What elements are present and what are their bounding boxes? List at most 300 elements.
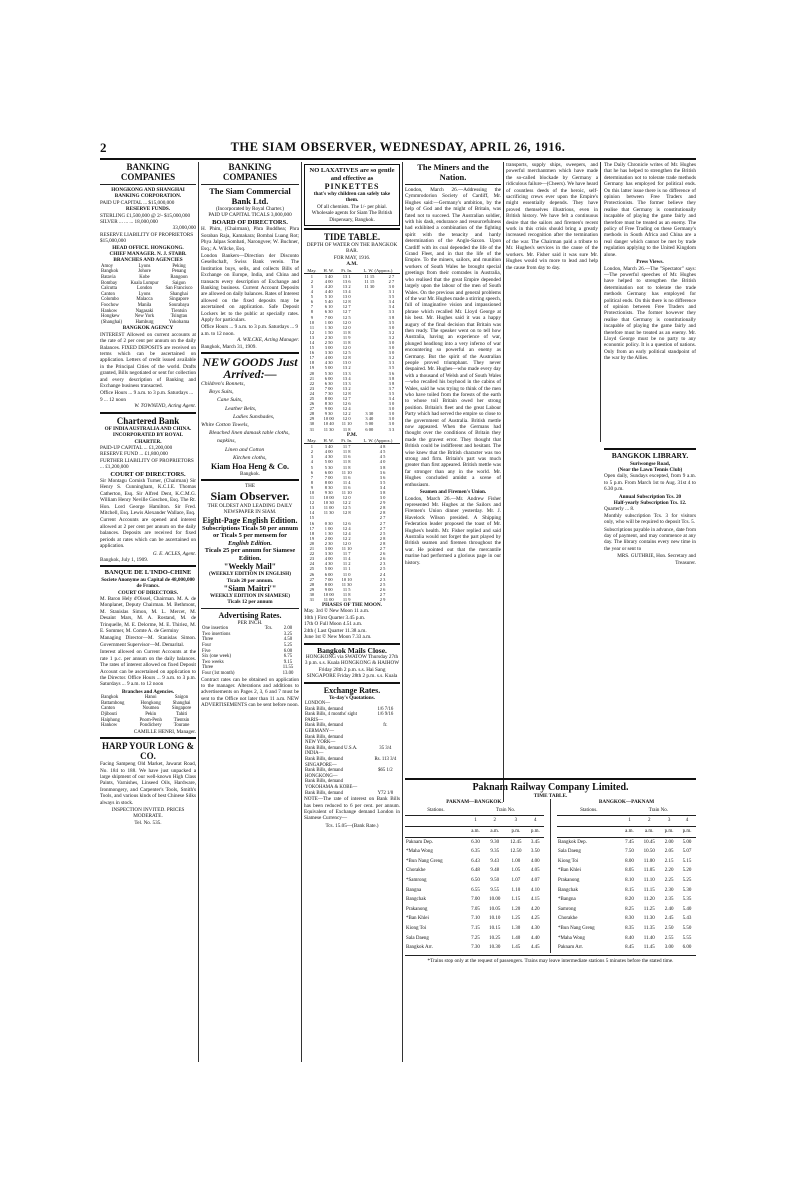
branch-row: Hankow Nagasaki Tientsin bbox=[101, 308, 187, 314]
adv-per: PER INCH. bbox=[237, 619, 263, 626]
rail-train-no-left: Train No. bbox=[467, 806, 544, 816]
siam-bank-name: The Siam Commercial Bank Ltd. bbox=[209, 186, 291, 206]
rail-note: *Trains stop only at the request of passengers. Trains may leave intermediate stations 5 minutes before the stated time. bbox=[427, 957, 674, 964]
col5-left-text bbox=[506, 162, 598, 438]
hsbc-agency: BANGKOK AGENCY bbox=[122, 325, 174, 332]
branch-row: Haiphong Pnom-Penh Tientsin bbox=[101, 717, 190, 723]
tide-row: 22 6 30 13 3 3 8 bbox=[309, 380, 395, 386]
tide-row: 10 9 30 11 10 3 8 bbox=[309, 490, 386, 495]
tide-row: 21 3 00 11 10 2 7 bbox=[309, 546, 386, 552]
branch-row: Hongkew New York Tsingtau bbox=[101, 314, 188, 320]
top-text-left: transports, supply ships, sweepers, and powerful merchantmen which have made the so-called blockade by Germany a ridiculous failure—(Cheers). We have heard of countless deeds of the heroic, self-sacrificing crews ever upon the Empire's might essentially depends. They have proved themselves illustrious, even in British history. We have felt a continuous desire that the sailors and firemen's recent work in this crisis should bring a greatly increased recognition after the termination of the war. The Chairman paid a tribute to Mr. Hughes's services in the cause of the workers. Mr. Fisher said it was sure Mr. Hughes would win more to lead and help the cause from day to day. bbox=[506, 162, 598, 271]
rail-row: Bangkok Arr. 7.30 10.30 1.45 4.45 bbox=[406, 945, 540, 951]
hsbc-reserve: RESERVE FUNDS. bbox=[125, 206, 171, 213]
newspaper-page bbox=[100, 138, 696, 1070]
indochine-text: Interest allowed on Current Accounts at the rate 1 p.c. per annum on the daily balances. The rates of interest allowed on fixed Deposit Account can be ascertained on application to the Director. Office Hours ... 9 a.m. to 3 p.m. Saturdays ... 9 a.m. to 12 noon bbox=[100, 649, 196, 688]
hsbc-sterling: STERLING £1,500,000 @ 2/- $15,000,000 bbox=[100, 212, 191, 219]
exchange-row: SINGAPORE— bbox=[305, 762, 337, 768]
exchange-row: NEW YORK— bbox=[305, 740, 336, 746]
rail-row: Sala Daeng 7.50 10.50 2.05 5.07 bbox=[558, 849, 692, 855]
maitri: "Siam Maitri'" bbox=[223, 584, 277, 593]
weekly-mail: "Weekly Mail" bbox=[223, 562, 277, 572]
seamen-body: London, March 26.—Mr. Andrew Fisher represented Mr. Hughes at the Sailors and Firemen's Union dinner yesterday. Mr. J. Havelock Wilson presided. A Shipping Federation leader proposed the toast of Mr. Hughes's health. Mr. Fisher replied and said Australia would not forget the part played by British seamen and firemen throughout the war. He pointed out that the mercantile marine had performed a glorious page in our history. bbox=[405, 495, 501, 566]
hsbc-total: 33,000,000 bbox=[172, 225, 196, 232]
column-2 bbox=[201, 162, 299, 1062]
train-ampm: a.m. bbox=[621, 827, 639, 838]
exchange-row: Bank Bills, demand $65 1/2 bbox=[305, 768, 393, 774]
tide-row: 31 11 30 11 8 6 00 3 3 bbox=[309, 426, 395, 432]
goods-seller: Kiam Hoa Heng & Co. bbox=[211, 462, 289, 472]
exch-sub: To-day's Quotations. bbox=[329, 694, 375, 701]
tide-row: 5 5 10 13 0 3 5 bbox=[310, 294, 395, 300]
hsbc-text: INTEREST Allowed on current accounts at the rate of 2 per cent per annum on the daily Balances. FIXED DEPOSITS are received on terms which can be ascertained on application. Letters of credit issued available in the Principal Cities of the world. Drafts granted, Bills negotiated or sent for collection and every description of Banking and Exchange business transacted. bbox=[100, 331, 196, 390]
rail-row: Bangna 6.55 9.55 1.10 4.10 bbox=[406, 887, 540, 893]
tide-row: 13 11 00 12 5 2 8 bbox=[309, 505, 386, 511]
rail-left bbox=[405, 799, 544, 952]
masthead bbox=[100, 138, 696, 160]
moon-phase-row: May. 3rd © New Moon 11 a.m. bbox=[304, 608, 370, 615]
exchange-row: GERMANY— bbox=[305, 729, 335, 734]
chartered-date: Bangkok, July 1, 1909. bbox=[100, 556, 149, 563]
indochine-branches: Branches and Agencies. bbox=[121, 688, 175, 695]
adv-rate-row: Two weeks 9.15 bbox=[202, 659, 293, 665]
newspaper-title: THE SIAM OBSERVER, WEDNESDAY, APRIL 26, 1916. bbox=[230, 140, 566, 154]
rail-row: *Bun Nang Greng 8.35 11.35 2.50 5.50 bbox=[558, 925, 692, 931]
harp-tel: Tel. No. 535. bbox=[134, 819, 162, 826]
tide-row: 4 5 00 11 8 4 0 bbox=[310, 459, 386, 465]
tide-row: 25 8 00 12 7 3 4 bbox=[309, 396, 395, 401]
tide-row: 27 7 00 10 10 2 3 bbox=[309, 576, 386, 582]
observer-eng: English Edition. bbox=[227, 539, 273, 547]
branch-row: Calcutta London San Francisco bbox=[101, 286, 193, 292]
hsbc-head-office: HEAD OFFICE. HONGKONG. bbox=[112, 244, 184, 251]
chartered-reserve: RESERVE FUND ... £1,800,000 bbox=[100, 451, 168, 458]
tide-row: 8 6 30 12 7 3 3 bbox=[310, 309, 395, 315]
rail-row: Paknam Dep. 6.30 9.30 12.45 3.45 bbox=[406, 839, 540, 845]
branch-row: Djibouti Pekin Tahiti bbox=[101, 711, 188, 717]
exch-table bbox=[304, 701, 400, 796]
tide-row: 14 2 50 11 8 3 0 bbox=[309, 339, 395, 345]
pink-name: PINKETTES bbox=[324, 182, 380, 191]
rail-row: *Maha Wong 6.35 9.35 12.50 3.50 bbox=[406, 849, 540, 855]
goods-item: napkins, bbox=[217, 438, 236, 445]
tide-row: 7 7 00 11 6 3 6 bbox=[310, 474, 386, 480]
tide-row: 26 8 30 12 6 3 0 bbox=[309, 401, 395, 407]
rail-row: Prakanong 7.05 10.05 1.20 4.20 bbox=[406, 906, 540, 912]
branch-row: Canton Noumea Singapore bbox=[101, 706, 192, 712]
tide-sub: DEPTH OF WATER ON THE BANGKOK BAR. bbox=[306, 242, 398, 255]
rail-train-no-right: Train No. bbox=[621, 806, 696, 816]
mails-text: HONGKONG via SWATOW Thursday 27th 3 p.m. s.s. Kuala HONGKONG & HAIHOW Friday 28th 2 p.m. s.s. Hai Sang SINGAPORE Friday 28th 2 p.m. s.s. Kuala bbox=[304, 654, 400, 680]
tide-row: 14 11 30 12 8 2 8 bbox=[309, 510, 386, 516]
rail-row: Kiong Toi 8.00 11.00 2.15 5.15 bbox=[558, 858, 692, 864]
chartered-directors: Sir Montagu Cornish Turner, (Chairman) Sir Henry S. Cunningham, K.C.I.E. Thomas Catherton, Esq. Sir Alfred Dent, K.C.M.G. William Henry Neville Goschen, Esq. The Rt. Hon. Lord George Hamilton. Sir Fred. Mitchell, Esq. Lewis Alexander Wallace, Esq. bbox=[100, 478, 196, 517]
weekly-mail-price: Ticals 20 per annum. bbox=[226, 577, 274, 584]
rail-row: Paknam Arr. 8.45 11.45 3.00 6.00 bbox=[558, 945, 692, 951]
indochine-court: COURT OF DIRECTORS. bbox=[117, 589, 179, 596]
train-ampm: p.m. bbox=[505, 827, 526, 838]
exchange-row: Bank Bills, demand bbox=[305, 734, 343, 740]
adv-table bbox=[201, 626, 299, 676]
rail-row: Chorakhe 6.48 9.48 1.05 4.05 bbox=[406, 868, 540, 874]
harp-text: Facing Sampeng Old Market, Jawarat Road, No. 184 to 188. We have just unpacked a large shipment of our well-known High Class Paints, Varnishes, Linseed Oils, Hardware, Ironmongery, and Carpenter's Tools, Smith's Tools, and various kinds of best Chinese Silks always in stock. bbox=[100, 761, 196, 806]
train-number: 3 bbox=[505, 816, 526, 827]
hsbc-sign: W. TOWNEND, Acting Agent. bbox=[134, 403, 196, 410]
goods-item: Cane Suits, bbox=[217, 397, 243, 404]
tide-col-header: Ft. In. bbox=[338, 268, 356, 274]
adv-rate-row: Three 4.50 bbox=[202, 637, 293, 643]
tide-row: 6 5 40 12 8 3 4 bbox=[310, 299, 395, 305]
indochine-sign: CAMILLE HENRI, Manager. bbox=[133, 728, 196, 735]
exchange-row: Bank Bills, demand bbox=[305, 779, 343, 785]
chartered-sub: OF INDIA AUSTRALIA AND CHINA. bbox=[104, 425, 192, 432]
exchange-row: Bank Bills, demand Rs. 113 3/4 bbox=[305, 756, 397, 762]
library-annual: Annual Subscription Tcs. 20 bbox=[618, 493, 682, 500]
observer-pages: Eight-Page English Edition. bbox=[202, 515, 298, 525]
library-monthly: Monthly subscription Tcs. 3 for visitors only, who will be required to deposit Tcs. 5. bbox=[604, 512, 696, 526]
tide-row: 16 3 30 12 5 3 0 bbox=[309, 350, 395, 356]
exchange-row: PARIS— bbox=[305, 717, 323, 723]
weekly-mail-sub: (WEEKLY EDITION IN ENGLISH) bbox=[209, 571, 291, 578]
observer-name: Siam Observer. bbox=[210, 488, 290, 503]
tide-row: 30 10 40 11 10 5 00 3 0 bbox=[309, 421, 395, 427]
adv-rate-row: Four 5.25 bbox=[202, 643, 293, 648]
exchange-row: Bank Bills, demand Y72 1/8 bbox=[305, 790, 394, 796]
goods-item: Leather Belts, bbox=[225, 405, 257, 412]
tide-row: 28 9 30 12 2 3 30 3 0 bbox=[309, 411, 395, 417]
tide-pm-table bbox=[304, 438, 400, 602]
rail-row: Kiong Toi 7.15 10.15 1.30 4.30 bbox=[406, 925, 540, 931]
rail-stations-right: Stations. bbox=[557, 806, 621, 816]
train-number: 1 bbox=[621, 816, 639, 827]
library-near: (Near the Lawn Tennis Club) bbox=[617, 466, 683, 473]
indochine-manager: Managing Director—M. Stanislas Simon. Government Supervisor—M. Demarital. bbox=[100, 635, 196, 648]
tide-col-header: May. bbox=[304, 438, 320, 444]
branch-row: Amoy Lyons Peking bbox=[101, 263, 186, 269]
tide-col-header: L. W. (Approx.) bbox=[356, 268, 400, 274]
indochine-directors: M. Baron Hely d'Oissel, Chairman. M. A. de Monplanet, Deputy Chairman. M. Bethmont, M. Stanislas Simon, M. L. Mercet, M. Desaint Mars, M. A. Rostand, M. de Trinquelle, M. E. Delorme, M. E. Thiriez, M. E. Sommer, M. Comte A. de Germiny bbox=[100, 596, 196, 635]
observer-sub: THE OLDEST AND LEADING DAILY NEWSPAPER IN SIAM. bbox=[207, 502, 293, 516]
goods-item: Boys Suits, bbox=[209, 389, 234, 396]
tide-row: 15 2 7 bbox=[309, 515, 386, 521]
tide-month: FOR MAY, 1916. bbox=[333, 254, 371, 261]
tide-row: 7 6 10 12 7 3 4 bbox=[310, 304, 395, 310]
tide-row: 19 2 00 12 2 2 8 bbox=[309, 535, 386, 541]
goods-item: Bleached linen damask table cloths, bbox=[209, 430, 290, 437]
col5-right-text bbox=[604, 162, 696, 438]
hsbc-branches-table bbox=[100, 264, 196, 326]
train-ampm: p.m. bbox=[678, 827, 696, 838]
train-number: 2 bbox=[638, 816, 660, 827]
branch-row: Bangkok Johore Penang bbox=[101, 269, 187, 275]
tide-row: 2 4 00 13 6 11 15 2 7 bbox=[310, 278, 395, 284]
indochine-name: BANQUE DE L'INDO-CHINE bbox=[104, 569, 192, 577]
tide-row: 24 7 30 12 8 3 5 bbox=[309, 390, 395, 396]
library-sign: MRS. GUTHRIE, Hon. Secretary and Treasurer. bbox=[617, 553, 696, 566]
column-1 bbox=[100, 162, 196, 1062]
rail-row: *Bangna 8.20 11.20 2.35 5.35 bbox=[558, 897, 692, 903]
tide-col-header: H. W. bbox=[320, 268, 338, 274]
library-road: Suriwongse Road, bbox=[629, 460, 671, 467]
hsbc-hours: Office Hours ... 9 a.m. to 3 p.m. Saturdays ... 9 ... 12 noon bbox=[100, 390, 194, 403]
siam-bank-hours: Office Hours ... 9 a.m. to 3 p.m. Saturdays ... 9 a.m. to 12 noon. bbox=[201, 324, 299, 337]
tide-row: 3 4 30 11 6 4 5 bbox=[310, 454, 386, 460]
tide-row: 13 2 30 11 9 3 2 bbox=[309, 334, 395, 340]
hsbc-reserve-liab: RESERVE LIABILITY OF PROPRIETORS $15,000,000 bbox=[100, 231, 194, 245]
chartered-court: COURT OF DIRECTORS. bbox=[110, 470, 186, 478]
harp-title: HARP YOUR LONG & CO. bbox=[102, 741, 194, 762]
maitri-sub: WEEKLY EDITION IN SIAMESE) bbox=[210, 593, 290, 599]
press-head: Press Views. bbox=[636, 259, 664, 266]
column-4 bbox=[405, 162, 501, 802]
train-number: 1 bbox=[467, 816, 484, 827]
adv-text: Contract rates can be obtained on application to the manager. Alterations and additions to advertisements on Pages 2, 3, 6 and 7 must be sent to the Office not later than 11 a.m. NEW ADVERTISEMENTS can be sent before noon. bbox=[201, 676, 299, 709]
train-number: 4 bbox=[527, 816, 544, 827]
moon-phase-row: 17th O Full Moon 4.51 a.m. bbox=[304, 621, 363, 628]
rail-row: *Maha Wong 8.40 11.40 2.55 5.55 bbox=[558, 935, 692, 941]
rail-stations-left: Stations. bbox=[405, 806, 467, 816]
railway-timetable bbox=[405, 776, 696, 1052]
column-rule bbox=[198, 162, 199, 1062]
tide-col-header: May. bbox=[304, 268, 320, 274]
exch-tcs: Tcs. 15.05—(Bank Rate.) bbox=[325, 822, 379, 829]
tide-row: 3 4 20 13 2 11 30 3 0 bbox=[310, 283, 395, 289]
branch-row: Foochow Manila Sourabaya bbox=[101, 303, 190, 309]
rail-left-table bbox=[405, 806, 544, 953]
tide-row: 5 5 30 11 8 3 8 bbox=[310, 464, 386, 470]
chartered-charter: INCORPORATED BY ROYAL CHARTER. bbox=[112, 432, 184, 445]
rail-row: Bangkok Dep. 7.45 10.45 2.00 5.00 bbox=[558, 839, 692, 845]
train-ampm: a.m. bbox=[638, 827, 660, 838]
rail-right bbox=[557, 799, 696, 952]
mails-head: Bangkok Mails Close. bbox=[317, 645, 387, 655]
siam-bank-cap: PAID UP CAPITAL TICALS 3,000,000 bbox=[208, 212, 292, 219]
train-ampm: a.m. bbox=[467, 827, 484, 838]
tide-row: 11 1 30 12 0 3 0 bbox=[309, 324, 395, 330]
goods-item: Ladies Sunshades, bbox=[233, 413, 275, 420]
indochine-branches-table bbox=[100, 695, 196, 729]
tide-row: 18 4 30 13 0 3 3 bbox=[309, 360, 395, 366]
train-number: 2 bbox=[484, 816, 505, 827]
chartered-name: Chartered Bank bbox=[116, 415, 180, 426]
rail-left-title: PAKNAM—BANGKOK. bbox=[446, 799, 503, 806]
tide-am-table bbox=[304, 268, 400, 432]
branch-row: Bombay Kuala Lumpur Saigon bbox=[101, 280, 186, 286]
moon-rows bbox=[304, 608, 400, 640]
indochine-sub: Societe Anonyme au Capital de 48,000,000 de Francs. bbox=[101, 576, 195, 590]
tide-head: TIDE TABLE. bbox=[323, 232, 381, 243]
tide-row: 17 1 00 12 4 2 7 bbox=[309, 525, 386, 531]
library-text: Open daily, Sundays excepted, from 9 a.m. to 5 p.m. From March 1st to Aug. 31st 4 to 6.30 p.m. bbox=[604, 473, 696, 493]
train-number: 3 bbox=[660, 816, 678, 827]
branch-row: Canton Lyons Shanghai bbox=[101, 291, 188, 297]
rail-sub: TIME TABLE. bbox=[533, 793, 568, 799]
banking-banner: BANKING COMPANIES bbox=[120, 162, 176, 182]
moon-head: PHASES OF THE MOON. bbox=[322, 602, 382, 609]
page-number: 2 bbox=[100, 140, 107, 155]
siam-bank-text: London Bankers—Direction der Disconto Gesellschaft, Swiss Bank verein. The Institution buys, sells, and collects Bills of Exchange on Europe, India, and China and transacts every description of Exchange and Banking business. Current Account Deposits are allowed on daily balances. Rates of Interest allowed on the fixed deposits may be ascertained on application. Safe Deposit Lockers let to the public at specially rates. Apply for particulars. bbox=[201, 252, 299, 323]
tide-row: 12 10 30 12 2 2 9 bbox=[309, 500, 386, 506]
rail-row: Bangchak 7.00 10.00 1.15 4.15 bbox=[406, 897, 540, 903]
rail-row: Chorakhe 8.30 11.30 2.45 5.43 bbox=[558, 916, 692, 922]
moon-phase-row: June 1st © New Moon 7.33 a.m. bbox=[304, 634, 372, 641]
tide-row: 6 6 00 11 10 3 6 bbox=[310, 469, 386, 475]
tide-am: A.M. bbox=[346, 261, 358, 268]
tide-row: 2 4 00 11 8 4 5 bbox=[310, 449, 386, 455]
observer-siam: Ticals 25 per annum for Siamese Edition. bbox=[204, 547, 296, 562]
goods-item: Linen and Cotton bbox=[225, 446, 265, 453]
column-rule bbox=[301, 162, 302, 1062]
rail-head: Paknam Railway Company Limited. bbox=[472, 782, 629, 793]
adv-head: Advertising Rates. bbox=[218, 610, 282, 620]
tide-row: 12 1 50 11 8 3 2 bbox=[309, 329, 395, 335]
rail-row: *Ban Khlei 8.05 11.05 2.20 5.20 bbox=[558, 868, 692, 874]
tide-row: 10 1 00 12 0 3 5 bbox=[309, 319, 395, 325]
train-ampm: p.m. bbox=[660, 827, 678, 838]
hsbc-capital: PAID UP CAPITAL ... $15,000,000 bbox=[100, 199, 175, 206]
exchange-row: Bank Bills, demand U.S.A. 35 3/4 bbox=[305, 745, 392, 751]
train-number: 4 bbox=[678, 816, 696, 827]
rail-right-table bbox=[557, 806, 696, 953]
tide-row: 23 4 00 11 4 2 6 bbox=[309, 556, 386, 562]
branch-row: Bangkok Hanoi Saigon bbox=[101, 695, 189, 701]
tide-row: 22 3 30 11 7 2 6 bbox=[309, 551, 386, 557]
rail-row: Prakanong 8.10 11.10 2.25 5.25 bbox=[558, 877, 692, 883]
hsbc-branches-head: BRANCHES AND AGENCIES bbox=[113, 257, 183, 264]
chartered-cap: PAID-UP CAPITAL ... £1,200,000 bbox=[100, 444, 173, 451]
hsbc-name: HONGKONG AND SHANGHAI BANKING CORPORATION. bbox=[111, 187, 185, 200]
siam-bank-board: BOARD OF DIRECTORS. bbox=[212, 218, 288, 226]
tide-row: 4 4 40 13 4 3 1 bbox=[310, 289, 395, 295]
chartered-text: Current Accounts are opened and interest allowed at 2 per cent per annum on the daily balances. Deposits are received for fixed periods at rates which can be ascertained on application. bbox=[100, 517, 196, 550]
tide-row: 9 7 00 12 5 3 8 bbox=[310, 314, 395, 320]
pink-head: NO LAXATIVES are so gentle and effective as bbox=[309, 167, 395, 182]
hsbc-silver: SILVER ... ... ... 18,000,000 bbox=[100, 219, 158, 226]
moon-phase-row: 24th ( Last Quarter 11.38 a.m. bbox=[304, 627, 367, 634]
siam-bank-sign: A. WILCKE, Acting Manager. bbox=[237, 337, 299, 344]
tide-row: 9 8 30 11 6 3 4 bbox=[310, 484, 386, 490]
tide-row: 15 3 00 12 0 3 0 bbox=[309, 345, 395, 351]
tide-row: 31 11 00 11 9 2 9 bbox=[309, 596, 386, 602]
rail-row: Bangchak 8.15 11.15 2.30 5.30 bbox=[558, 887, 692, 893]
miners-head: The Miners and the Nation. bbox=[417, 162, 489, 182]
tide-row: 27 9 00 12 4 3 0 bbox=[309, 406, 395, 412]
rail-row: *Bun Nang Greng 6.43 9.43 1.00 4.00 bbox=[406, 858, 540, 864]
exchange-row: LONDON— bbox=[305, 701, 331, 707]
observer-subs: Subscriptions Ticals 50 per annum or Ticals 5 per mensem for bbox=[201, 524, 299, 540]
press-text: London, March 26.—The "Spectator" says:—The powerful speeches of Mr. Hughes have helped to strengthen the British determination not to tolerate the trade methods Germany has employed for political ends. On this there is no difference of opinion between Free Traders and Protectionists. The former however they realise that Germany is constitutionally incapable of playing the game fairly and therefore must be treated as an enemy. Mr. Lloyd George must be no party to any economic policy. It is a question of nations. Only from an early political standpoint of the war by the Allies. bbox=[604, 265, 696, 362]
maitri-price: Ticals 12 per annum bbox=[227, 599, 273, 606]
chartered-sign: G. E. ACLES, Agent. bbox=[152, 550, 196, 557]
tide-row: 20 2 30 12 0 2 8 bbox=[309, 540, 386, 546]
tide-row: 17 4 00 12 8 3 2 bbox=[309, 355, 395, 361]
tide-row: 29 10 00 12 0 3 40 3 0 bbox=[309, 416, 395, 422]
banking-banner-2: BANKING COMPANIES bbox=[222, 162, 278, 182]
goods-item: White Cotton Towels, bbox=[201, 422, 249, 429]
tide-row: 1 3 40 11 7 4 8 bbox=[310, 444, 386, 450]
adv-rate-row: Two insertions 3.25 bbox=[202, 631, 293, 637]
seamen-head: Seamen and Firemen's Union. bbox=[419, 489, 487, 496]
tide-row: 11 10 00 12 0 3 0 bbox=[309, 495, 386, 501]
hsbc-manager: CHIEF MANAGER. N. J. STABB. bbox=[109, 251, 187, 258]
tide-row: 28 8 00 11 30 2 5 bbox=[309, 581, 386, 587]
tide-row: 24 4 30 11 2 2 3 bbox=[309, 561, 386, 567]
tide-row: 26 6 00 11 0 2 4 bbox=[309, 571, 386, 577]
library-ad bbox=[604, 446, 696, 776]
exchange-row: YOKOHAMA & KOBE— bbox=[305, 784, 358, 790]
exchange-row: Bank Bills, demand 1/6 7/16 bbox=[305, 706, 394, 712]
rail-row: *Samrong 6.50 9.50 1.07 4.07 bbox=[406, 877, 540, 883]
branch-row: Batavia Kobe Rangoon bbox=[101, 275, 188, 281]
harp-sign: INSPECTION INVITED. PRICES MODERATE. bbox=[111, 806, 185, 820]
observer-the: THE bbox=[244, 483, 256, 490]
miners-body: London, March 26.—Addressing the Cymmrodorion Society of Cardiff, Mr. Hughes said:—Germany's ambition, by the help of God and the might of Britain, was fated not to succeed. The Australian soldier, with his dash, endurance and resourcefulness had exhibited a combination of the fighting spirit with the tenacity and hardy determination of the Anglo-Saxon. Upon Cardiff with its coal depended the life of the Grand Fleet, and in that the life of the Empire. To the miners, sailors, and munition workers of South Wales he brought special greetings from their comrades in Australia, who realised that the great Empire depended largely upon the labour of the men of South Wales. On the previous and general problems of the war Mr. Hughes made a stirring speech, full of imaginative vision and impassioned phrase which recalled Mr. Lloyd George at his best. Mr. Hughes said it was a happy augury of the final decision that Britain was then ready. The speaker went on to tell how Australia, having an experience of war, plunged headlong into a very inferno of war encountering so powerful an enemy as Germany. But the spirit of the Australian people proved triumphant. They never despaired. Mr. Hughes—who made every day with a thousand of Welsh and of South Wales—who recalled his boyhood in the cabins of Wales, said he was trying to think of the men who have toiled from the forests of the earth to whose toil Britain owed her strong position. Britain's fleet and the great Labour Party which had served the empire so close to the government of Australia. British mettle now appeared. When the Germans had thought over the conditions of Britain they made the gravest error. They thought that British could be indifferent and hesitant. The wise knew that the British character was too strong and firm. Britain's part was much greater than first appeared. British mettle was far stronger than any in the world. Mr. Hughes concluded amidst a scene of enthusiasm. bbox=[405, 187, 501, 488]
library-head: BANGKOK LIBRARY. bbox=[611, 451, 689, 460]
chartered-liab: FURTHER LIABILITY OF PROPRIETORS ... £1,200,000 bbox=[100, 457, 194, 471]
rail-right-title: BANGKOK—PAKNAM bbox=[598, 799, 655, 806]
siam-bank-directors: H. Phim, (Chairman), Phra Buddhea; Phra Soraban Raja, Kamakara; Bombai Luang Rot; Phya Jalpas Sombati, Narongvee; W. Buchner, Esq.; A. Wilcke, Esq. bbox=[201, 226, 299, 252]
exch-head: Exchange Rates. bbox=[323, 685, 381, 695]
moon-phase-row: 10th ) First Quarter 3.45 p.m. bbox=[304, 614, 366, 621]
adv-rate-row: Five 6.00 bbox=[202, 648, 293, 654]
tide-row: 8 8 00 11 4 3 5 bbox=[310, 479, 386, 485]
tide-col-header: Ft. In. bbox=[338, 438, 356, 444]
tide-row: 18 1 30 12 4 2 5 bbox=[309, 530, 386, 536]
exchange-row: Bank Bills, demand fr. bbox=[305, 723, 388, 729]
branch-row: Hankow Pondichery Tourane bbox=[101, 723, 190, 729]
branch-row: Battambong Hongkong Shanghai bbox=[101, 700, 191, 706]
tide-pm: P.M. bbox=[346, 431, 358, 438]
goods-item: Kitchen cloths, bbox=[233, 454, 267, 461]
column-rule bbox=[402, 162, 403, 1062]
tide-col-header: L. W. (Approx.) bbox=[356, 438, 400, 444]
tide-row: 21 6 00 13 4 3 8 bbox=[309, 375, 395, 381]
siam-bank-date: Bangkok, March 31, 1909. bbox=[201, 343, 257, 350]
rail-row: *Ban Khlei 7.10 10.10 1.25 4.25 bbox=[406, 916, 540, 922]
top-text-right: The Daily Chronicle writes of Mr. Hughes that he has helped to strengthen the British determination not to tolerate trade methods Germany has employed for political ends. On this latter issue there is no difference of opinion between Free Traders and Protectionists. The former believe they realise that Germany is constitutionally incapable of playing the game fairly and therefore must be treated as an enemy. The policy of Free Trading on these Germany's methods in South Africa and China are a real danger which cannot be met by trade regulation applying to the United Kingdom alone. bbox=[604, 162, 696, 258]
column-3 bbox=[304, 162, 400, 1062]
rail-row: Samrong 8.25 11.25 2.40 5.40 bbox=[558, 906, 692, 912]
pink-small: Of all chemists. The 1/- per phial. Wholesale agents for Siam The British Dispensary, Bangkok. bbox=[311, 203, 393, 223]
tide-row: 25 5 00 11 1 2 5 bbox=[309, 566, 386, 572]
tide-row: 23 7 00 13 2 3 7 bbox=[309, 385, 395, 391]
rail-row: Sala Daeng 7.25 10.25 1.40 4.40 bbox=[406, 935, 540, 941]
tide-row: 20 5 30 13 3 3 6 bbox=[309, 370, 395, 376]
branch-row: (Shanghai) Hamburg Yokohama bbox=[101, 319, 190, 325]
goods-list bbox=[201, 380, 299, 462]
exch-note: NOTE—The rate of interest on Bank Bills has been reduced to 6 per cent. per annum. Equivalent of Exchange demand London in Siamese Currency— bbox=[304, 796, 400, 822]
adv-rate-row: Three 11.55 bbox=[202, 665, 294, 671]
tide-row: 19 5 00 13 2 3 5 bbox=[309, 365, 395, 371]
tide-row: 29 9 00 11 5 2 6 bbox=[309, 586, 386, 592]
exchange-row: INDIA— bbox=[305, 751, 324, 757]
adv-rate-row: Six (one week) 6.75 bbox=[202, 654, 293, 660]
exchange-row: HONGKONG— bbox=[305, 773, 338, 779]
library-quarter: Quarterly ... 8. bbox=[604, 506, 635, 513]
tide-row: 1 3 40 13 1 11 15 2 7 bbox=[310, 273, 395, 279]
goods-head: NEW GOODS Just Arrived:— bbox=[202, 355, 298, 382]
adv-rate-row: Four (1st month) 13.00 bbox=[202, 670, 294, 676]
branch-row: Colombo Malacca Singapore bbox=[101, 297, 189, 303]
pink-text: that's why children can safely take them. bbox=[313, 191, 391, 204]
train-ampm: p.m. bbox=[527, 827, 544, 838]
pinkettes-ad bbox=[304, 164, 400, 226]
siam-bank-inc: (Incorporated by Royal Charter.) bbox=[216, 206, 284, 212]
tide-col-header: H. W. bbox=[320, 438, 338, 444]
train-ampm: a.m. bbox=[484, 827, 505, 838]
goods-item: Children's Bonnets, bbox=[201, 381, 245, 388]
adv-rate-row: One insertion Tcs. 2.00 bbox=[202, 626, 293, 632]
